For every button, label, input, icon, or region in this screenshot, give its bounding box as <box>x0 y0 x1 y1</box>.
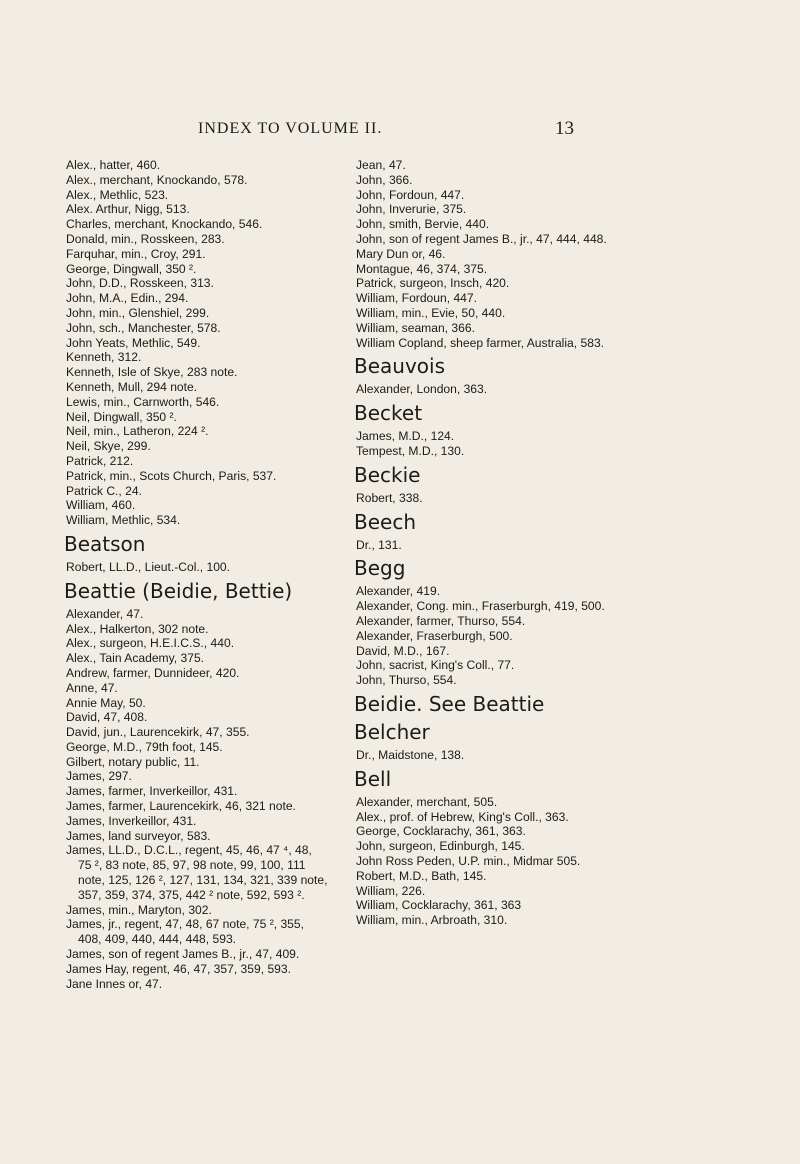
index-entry: Anne, 47. <box>66 680 118 695</box>
index-entry: James Hay, regent, 46, 47, 357, 359, 593. <box>66 961 291 976</box>
index-entry: James, 297. <box>66 769 132 784</box>
index-heading: Bell <box>354 766 392 791</box>
index-entry: Neil, min., Latheron, 224 ². <box>66 424 209 439</box>
index-entry: Tempest, M.D., 130. <box>356 443 465 458</box>
index-entry: Kenneth, 312. <box>66 350 142 365</box>
index-entry: Gilbert, notary public, 11. <box>66 754 200 769</box>
index-heading: Beckie <box>354 462 421 487</box>
index-entry: Alexander, 419. <box>356 584 441 599</box>
index-entry: John, D.D., Rosskeen, 313. <box>66 276 214 291</box>
index-entry: John, Inverurie, 375. <box>356 202 467 217</box>
index-heading: Beauvois <box>354 354 446 379</box>
index-entry: Alex., surgeon, H.E.I.C.S., 440. <box>66 636 235 651</box>
index-entry: William, seaman, 366. <box>356 320 475 335</box>
index-entry: John, sch., Manchester, 578. <box>66 320 221 335</box>
index-entry: James, land surveyor, 583. <box>66 828 211 843</box>
index-entry: Alexander, merchant, 505. <box>356 794 498 809</box>
index-entry: William, 226. <box>356 883 426 898</box>
index-entry: Kenneth, Mull, 294 note. <box>66 379 198 394</box>
index-entry: Robert, LL.D., Lieut.-Col., 100. <box>66 559 231 574</box>
index-entry: Dr., Maidstone, 138. <box>356 747 465 762</box>
index-entry: Patrick, 212. <box>66 453 134 468</box>
index-entry: Alex., hatter, 460. <box>66 158 161 172</box>
index-entry: Alexander, London, 363. <box>356 382 488 397</box>
index-entry: John, Fordoun, 447. <box>356 187 465 202</box>
index-heading: Beatson <box>64 531 146 556</box>
index-entry: Farquhar, min., Croy, 291. <box>66 246 206 261</box>
index-entry: Lewis, min., Carnworth, 546. <box>66 394 220 409</box>
index-entry: Montague, 46, 374, 375. <box>356 261 488 276</box>
index-entry: Alexander, Cong. min., Fraserburgh, 419, 500. <box>356 599 605 614</box>
index-entry: John, surgeon, Edinburgh, 145. <box>356 839 525 854</box>
index-entry: Patrick C., 24. <box>66 483 142 498</box>
index-entry: Neil, Skye, 299. <box>66 439 151 454</box>
index-entry: Mary Dun or, 46. <box>356 246 446 261</box>
index-heading: Beidie. See Beattie <box>354 691 545 716</box>
index-entry: William, Methlic, 534. <box>66 513 181 528</box>
index-heading: Beech <box>354 509 417 534</box>
index-entry: Donald, min., Rosskeen, 283. <box>66 231 225 246</box>
index-entry: John Yeats, Methlic, 549. <box>66 335 201 350</box>
index-entry: David, M.D., 167. <box>356 643 450 658</box>
index-entry: Jane Innes or, 47. <box>66 976 163 991</box>
index-entry: John, 366. <box>356 172 413 187</box>
index-entry: James, M.D., 124. <box>356 429 455 444</box>
index-entry: Alex., Tain Academy, 375. <box>66 651 205 666</box>
index-entry: James, LL.D., D.C.L., regent, 45, 46, 47 ⁴, 48, 75 ², 83 note, 85, 97, 98 note, 99, 100, 111 note, 125, 126 ², 127, 131, 134, 321, 339 note, 357, 359, 374, 375, 442 ² note, 592, 593 ². <box>66 843 328 902</box>
index-entry: John, min., Glenshiel, 299. <box>66 305 210 320</box>
index-entry: Robert, 338. <box>356 490 423 505</box>
index-entry: Alexander, farmer, Thurso, 554. <box>356 613 526 628</box>
right-column <box>356 158 618 928</box>
left-column <box>66 158 328 991</box>
index-entry: John, M.A., Edin., 294. <box>66 291 189 306</box>
index-entry: John Ross Peden, U.P. min., Midmar 505. <box>356 853 581 868</box>
index-entry: Alex. Arthur, Nigg, 513. <box>66 202 190 217</box>
index-entry: George, Dingwall, 350 ². <box>66 261 197 276</box>
index-entry: Alex., Methlic, 523. <box>66 187 169 202</box>
index-entry: James, son of regent James B., jr., 47, 409. <box>66 947 300 962</box>
index-heading: Belcher <box>354 719 430 744</box>
index-entry: James, jr., regent, 47, 48, 67 note, 75 ², 355, 408, 409, 440, 444, 448, 593. <box>66 917 304 947</box>
index-entry: James, farmer, Laurencekirk, 46, 321 note. <box>66 799 296 814</box>
index-entry: Charles, merchant, Knockando, 546. <box>66 217 263 232</box>
index-entry: William, Fordoun, 447. <box>356 291 477 306</box>
index-entry: James, farmer, Inverkeillor, 431. <box>66 784 238 799</box>
index-entry: Alexander, 47. <box>66 606 144 621</box>
index-entry: William, min., Evie, 50, 440. <box>356 305 506 320</box>
index-entry: William Copland, sheep farmer, Australia, 583. <box>356 335 605 350</box>
index-entry: William, min., Arbroath, 310. <box>356 913 508 928</box>
index-entry: David, jun., Laurencekirk, 47, 355. <box>66 725 250 740</box>
page-number: 13 <box>555 118 574 139</box>
index-entry: Alex., prof. of Hebrew, King's Coll., 363. <box>356 809 569 824</box>
index-heading: Becket <box>354 401 423 426</box>
index-entry: George, M.D., 79th foot, 145. <box>66 739 223 754</box>
index-entry: James, Inverkeillor, 431. <box>66 813 197 828</box>
index-entry: Kenneth, Isle of Skye, 283 note. <box>66 365 238 380</box>
index-entry: Alex., merchant, Knockando, 578. <box>66 172 248 187</box>
index-entry: John, sacrist, King's Coll., 77. <box>356 658 515 673</box>
index-entry: John, son of regent James B., jr., 47, 444, 448. <box>356 231 607 246</box>
index-entry: James, min., Maryton, 302. <box>66 902 212 917</box>
index-entry: Annie May, 50. <box>66 695 146 710</box>
index-entry: George, Cocklarachy, 361, 363. <box>356 824 526 839</box>
index-entry: Patrick, surgeon, Insch, 420. <box>356 276 510 291</box>
index-entry: Patrick, min., Scots Church, Paris, 537. <box>66 468 277 483</box>
index-entry: William, 460. <box>66 498 136 513</box>
index-entry: John, Thurso, 554. <box>356 673 457 688</box>
index-entry: Dr., 131. <box>356 537 402 552</box>
index-entry: Andrew, farmer, Dunnideer, 420. <box>66 665 240 680</box>
index-entry: Alex., Halkerton, 302 note. <box>66 621 209 636</box>
index-heading: Begg <box>354 556 406 581</box>
running-title: INDEX TO VOLUME II. <box>198 120 383 137</box>
index-heading: Beattie (Beidie, Bettie) <box>64 578 293 603</box>
index-entry: John, smith, Bervie, 440. <box>356 217 490 232</box>
index-entry: William, Cocklarachy, 361, 363 <box>356 898 522 913</box>
index-entry: Robert, M.D., Bath, 145. <box>356 868 487 883</box>
index-entry: Jean, 47. <box>356 158 406 172</box>
index-entry: David, 47, 408. <box>66 710 148 725</box>
index-entry: Neil, Dingwall, 350 ². <box>66 409 177 424</box>
index-entry: Alexander, Fraserburgh, 500. <box>356 628 513 643</box>
